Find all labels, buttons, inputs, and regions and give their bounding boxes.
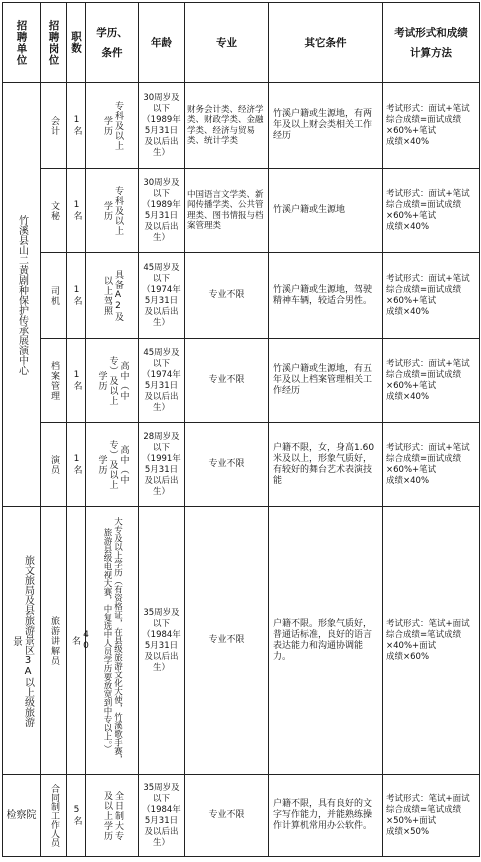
exam-line: 综合成绩=笔试成绩×40%+面试	[386, 629, 462, 651]
major-cell: 专业不限	[185, 507, 269, 775]
exam-line: 综合成绩=面试成绩×60%+笔试	[386, 453, 462, 475]
age-cell: 28周岁及以下（1991年5月31日及以后出生）	[139, 423, 185, 507]
post-cell: 会计	[41, 83, 67, 169]
exam-line: 成绩×40%	[386, 136, 430, 147]
table-row	[3, 775, 480, 857]
age-cell: 45周岁及以下（1974年5月31日及以后出生）	[139, 339, 185, 423]
unit-cell: 检察院	[3, 775, 41, 857]
table-row	[3, 507, 480, 775]
count-cell: 5名	[67, 775, 86, 857]
age-cell: 30周岁及以下（1989年5月31日及以后出生）	[139, 169, 185, 253]
age-cell: 35周岁及以下（1984年5月31日及以后出生）	[139, 507, 185, 775]
exam-line: 成绩×40%	[386, 221, 430, 232]
count-cell: 1名	[67, 253, 86, 339]
count-cell: 40名	[67, 507, 86, 775]
count-cell: 1名	[67, 339, 86, 423]
condition-cell: 竹溪户籍或生源地，驾驶精神车辆，较适合男性。	[269, 253, 383, 339]
exam-line: 成绩×40%	[386, 391, 430, 402]
condition-cell: 户籍不限，具有良好的文字写作能力，并能熟练操作计算机常用办公软件。	[269, 775, 383, 857]
header-count: 职数	[67, 3, 86, 83]
table-row	[3, 169, 480, 253]
exam-cell	[383, 775, 480, 857]
exam-cell	[383, 169, 480, 253]
header-unit: 招聘单位	[3, 3, 41, 83]
major-cell: 专业不限	[185, 339, 269, 423]
post-cell: 演员	[41, 423, 67, 507]
header-major: 专业	[185, 3, 269, 83]
header-edu: 学历、条件	[86, 3, 139, 83]
major-cell: 财务会计类、经济学类、财政学类、金融学类、经济与贸易类、统计学类	[185, 83, 269, 169]
header-age: 年龄	[139, 3, 185, 83]
edu-cell: 专科及以上学历	[86, 83, 139, 169]
exam-line: 考试形式：面试+笔试	[386, 358, 470, 369]
age-cell: 45周岁及以下（1974年5月31日及以后出生）	[139, 253, 185, 339]
post-cell: 档案管理	[41, 339, 67, 423]
major-cell: 专业不限	[185, 775, 269, 857]
exam-line: 综合成绩=笔试成绩×50%+面试	[386, 804, 462, 826]
count-cell: 1名	[67, 423, 86, 507]
exam-line: 综合成绩=面试成绩×60%+笔试	[386, 284, 462, 306]
age-cell: 30周岁及以下（1989年5月31日及以后出生）	[139, 83, 185, 169]
header-row	[3, 3, 480, 83]
exam-cell	[383, 339, 480, 423]
exam-line: 考试形式：笔试+面试	[386, 793, 470, 804]
exam-line: 考试形式：面试+笔试	[386, 442, 470, 453]
edu-cell: 全日制大专及以上学历	[86, 775, 139, 857]
major-cell: 专业不限	[185, 253, 269, 339]
table-row	[3, 339, 480, 423]
major-cell: 中国语言文学类、新闻传播学类、公共管理类、图书情报与档案管理类	[185, 169, 269, 253]
edu-cell: 大专及以上学历（有资格证，在县级旅游文化大使，竹溪歌手赛，旅游县级电视大赛，中复选中人员学历要放宽到中专以上。）	[86, 507, 139, 775]
condition-cell: 竹溪户籍或生源地，有两年及以上财会类相关工作经历	[269, 83, 383, 169]
header-post: 招聘岗位	[41, 3, 67, 83]
exam-line: 综合成绩=面试成绩×60%+笔试	[386, 199, 462, 221]
exam-line: 考试形式：笔试+面试	[386, 618, 470, 629]
edu-cell: 具备A2及以上驾照	[86, 253, 139, 339]
exam-line: 考试形式：面试+笔试	[386, 188, 470, 199]
age-cell: 35周岁及以下（1984年5月31日及以后出生）	[139, 775, 185, 857]
recruitment-table	[2, 2, 480, 857]
header-exam: 考试形式和成绩计算方法	[383, 3, 480, 83]
table-row	[3, 83, 480, 169]
exam-line: 成绩×40%	[386, 306, 430, 317]
exam-line: 综合成绩=面试成绩×60%+笔试	[386, 369, 462, 391]
exam-cell	[383, 507, 480, 775]
post-cell: 司机	[41, 253, 67, 339]
table-row	[3, 253, 480, 339]
exam-cell	[383, 83, 480, 169]
count-cell: 1名	[67, 83, 86, 169]
exam-cell	[383, 423, 480, 507]
exam-line: 成绩×60%	[386, 651, 430, 662]
table-row	[3, 423, 480, 507]
post-cell: 旅游讲解员	[41, 507, 67, 775]
edu-cell: 高中（中专）及以上学历	[86, 423, 139, 507]
exam-line: 考试形式：面试+笔试	[386, 273, 470, 284]
exam-line: 综合成绩=面试成绩×60%+笔试	[386, 114, 462, 136]
condition-cell: 户籍不限，女，身高1.60米及以上，形象气质好，有较好的舞台艺术表演技能	[269, 423, 383, 507]
unit-cell: 竹溪县山二黄剧种保护传承展演中心	[3, 83, 41, 507]
condition-cell: 户籍不限。形象气质好，普通话标准，良好的语言表达能力和沟通协调能力。	[269, 507, 383, 775]
edu-cell: 高中（中专）及以上学历	[86, 339, 139, 423]
exam-cell	[383, 253, 480, 339]
header-other: 其它条件	[269, 3, 383, 83]
post-cell: 合同制工作人员	[41, 775, 67, 857]
edu-cell: 专科及以上学历	[86, 169, 139, 253]
condition-cell: 竹溪户籍或生源地，有五年及以上档案管理相关工作经历	[269, 339, 383, 423]
exam-line: 成绩×50%	[386, 826, 430, 837]
condition-cell: 竹溪户籍或生源地	[269, 169, 383, 253]
unit-cell: 旅文旅局及县旅游景区3A以上级旅游景	[3, 507, 41, 775]
count-cell: 1名	[67, 169, 86, 253]
post-cell: 文秘	[41, 169, 67, 253]
major-cell: 专业不限	[185, 423, 269, 507]
exam-line: 考试形式：面试+笔试	[386, 103, 470, 114]
exam-line: 成绩×40%	[386, 475, 430, 486]
